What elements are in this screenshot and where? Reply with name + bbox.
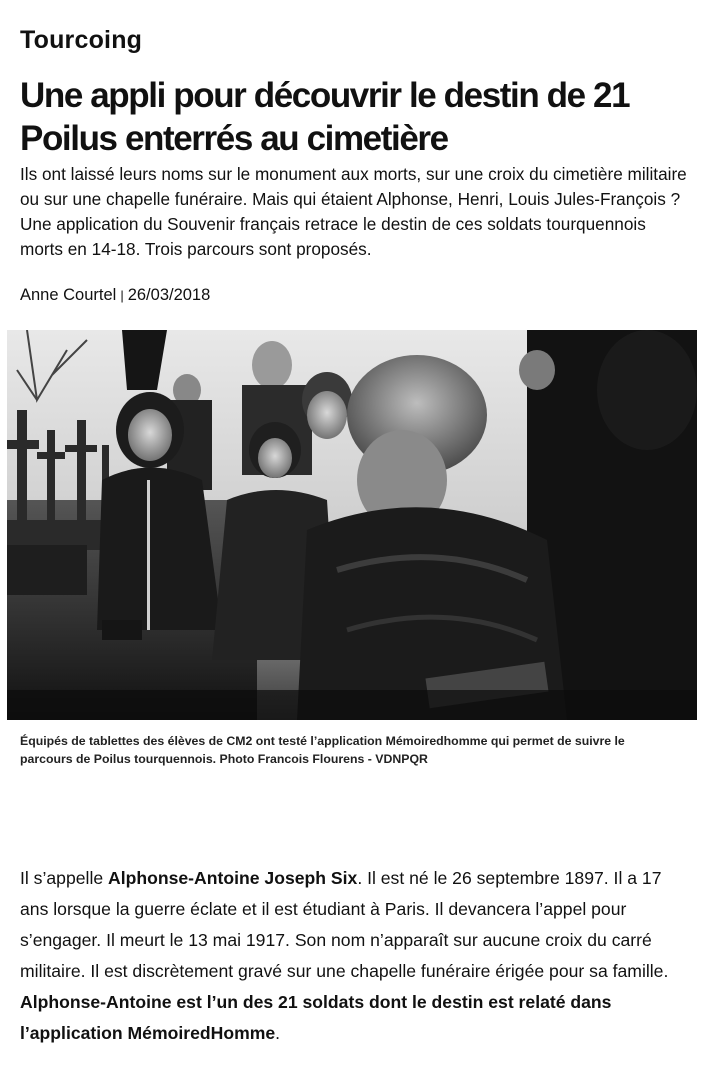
body-text-2: . Il est né le 26 septembre 1897. Il a 17 ans lorsque la guerre éclate et il est étudiant à Paris. Il devancera l’appel pour s’engager. Il meurt le 13 mai 1917. Son nom n’apparaît sur aucune croix du carré militaire. Il est discrètement gravé sur une chapelle funéraire érigée pour sa famille.: [20, 868, 669, 981]
lede: Ils ont laissé leurs noms sur le monument aux morts, sur une croix du cimetière militaire ou sur une chapelle funéraire. Mais qui étaient Alphonse, Henri, Louis Jules-François ? Une application du Souvenir français retrace le destin de ces soldats tourquennois morts en 14-18. Trois parcours sont proposés.: [20, 164, 687, 259]
body-highlight: Alphonse-Antoine est l’un des 21 soldats dont le destin est relaté dans l’application MémoiredHomme: [20, 992, 612, 1043]
headline: Une appli pour découvrir le destin de 21 Poilus enterrés au cimetière: [20, 76, 630, 158]
body-text-3: .: [275, 1023, 281, 1043]
date: 26/03/2018: [127, 286, 211, 304]
byline-separator: |: [120, 288, 124, 303]
photo-caption: Équipés de tablettes des élèves de CM2 ont testé l’application Mémoiredhomme qui permet de suivre le parcours de Poilus tourquennois. Photo Francois Flourens - VDNPQR: [20, 734, 625, 766]
soldier-name: Alphonse-Antoine Joseph Six: [108, 868, 358, 888]
author: Anne Courtel: [20, 286, 117, 304]
children-in-cemetery-photo: [7, 330, 697, 720]
article-photo: [7, 330, 697, 720]
article-body: [20, 863, 682, 1049]
section-label: Tourcoing: [20, 26, 143, 54]
byline: [20, 284, 210, 307]
body-text-1: Il s’appelle: [20, 868, 109, 888]
